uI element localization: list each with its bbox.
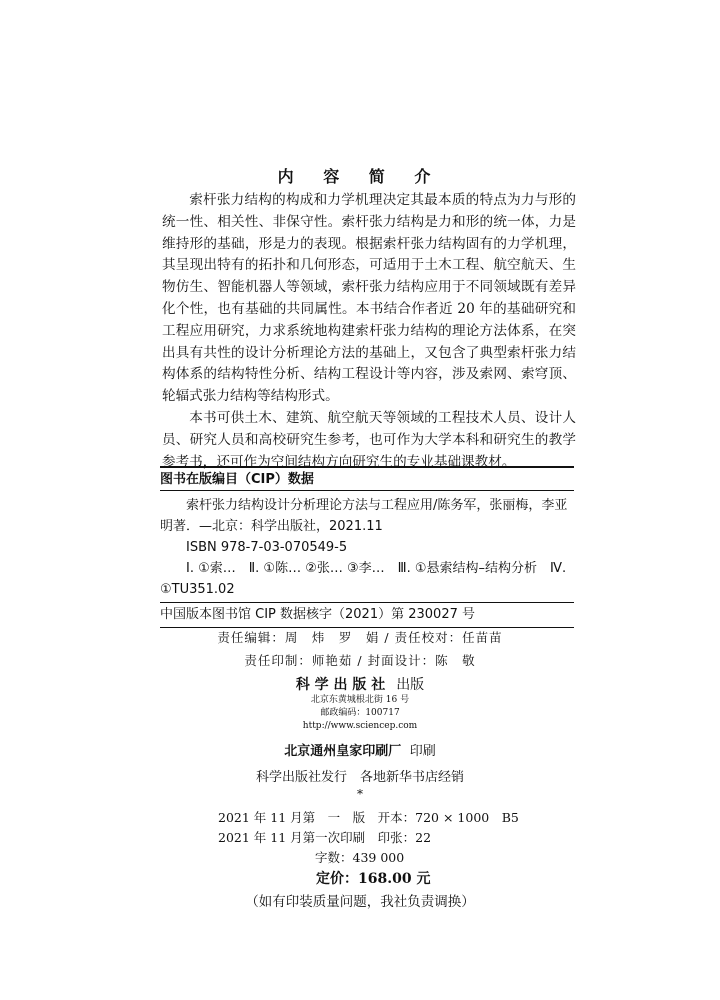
separator-star: *	[357, 787, 363, 801]
price-value: 168.00 元	[358, 871, 431, 887]
summary-paragraph: 索杆张力结构的构成和力学机理决定其最本质的特点为力与形的统一性、相关性、非保守性。索杆张力结构是力和形的统一体，力是维持形的基础，形是力的表现。根据索杆张力结构固有的力学机理，其呈现出特有的拓扑和几何形态，可适用于土木工程、航空航天、生物仿生、智能机器人等领域，索杆张力结构应用于不同领域既有差异化个性，也有基础的共同属性。本书结合作者近 20 年的基础研究和工程应用研究，力求系统地构建索杆张力结构的理论方法体系，在突出具有共性的设计分析理论方法的基础上，又包含了典型索杆张力结构体系的结构特性分析、结构工程设计等内容，涉及索网、索穹顶、轮辐式张力结构等结构形式。	[162, 192, 576, 405]
publisher-suffix: 出版	[396, 677, 425, 693]
impression-line: 2021 年 11 月第一次印刷 印张：22	[218, 830, 432, 845]
cip-isbn: ISBN 978-7-03-070549-5	[186, 540, 348, 555]
cip-title-line: 索杆张力结构设计分析理论方法与工程应用/陈务军，张丽梅，李亚明著．—北京：科学出版社，2021.11	[160, 498, 568, 534]
editor-credits: 责任编辑：周 炜 罗 娟 / 责任校对：任苗苗	[217, 630, 503, 645]
cip-footer: 中国版本图书馆 CIP 数据核字（2021）第 230027 号	[160, 602, 574, 627]
summary-text	[162, 190, 576, 473]
publisher-address: 北京东黄城根北街 16 号	[310, 695, 410, 705]
summary-paragraph: 本书可供土木、建筑、航空航天等领域的工程技术人员、设计人员、研究人员和高校研究生参考，也可作为大学本科和研究生的教学参考书，还可作为空间结构方向研究生的专业基础课教材。	[162, 409, 576, 470]
distribution-line: 科学出版社发行 各地新华书店经销	[255, 770, 464, 785]
edition-line: 2021 年 11 月第 一 版 开本：720 × 1000 B5	[218, 810, 519, 825]
printer-suffix: 印刷	[409, 744, 436, 759]
publisher-line	[0, 674, 720, 694]
price-line	[316, 868, 430, 888]
publisher-url: http://www.sciencep.com	[302, 721, 418, 731]
printer-name: 北京通州皇家印刷厂	[284, 744, 402, 759]
quality-notice: （如有印装质量问题，我社负责调换）	[245, 894, 475, 910]
printing-credits: 责任印制：师艳茹 / 封面设计：陈 敬	[244, 653, 476, 668]
printer-line	[0, 740, 720, 759]
price-label: 定价：	[316, 871, 358, 887]
cip-classification: Ⅰ. ①索… Ⅱ. ①陈… ②张… ③李… Ⅲ. ①悬索结构–结构分析 Ⅳ. ①TU351.02	[160, 561, 567, 597]
cip-heading: 图书在版编目（CIP）数据	[160, 472, 314, 487]
summary-title: 内 容 简 介	[277, 167, 443, 186]
cip-body	[160, 490, 574, 602]
cip-block	[160, 466, 574, 628]
publisher-name: 科 学 出 版 社	[295, 677, 386, 693]
publisher-postcode: 邮政编码：100717	[320, 708, 400, 718]
print-specs	[218, 808, 519, 868]
word-count: 字数：439 000	[315, 850, 405, 865]
